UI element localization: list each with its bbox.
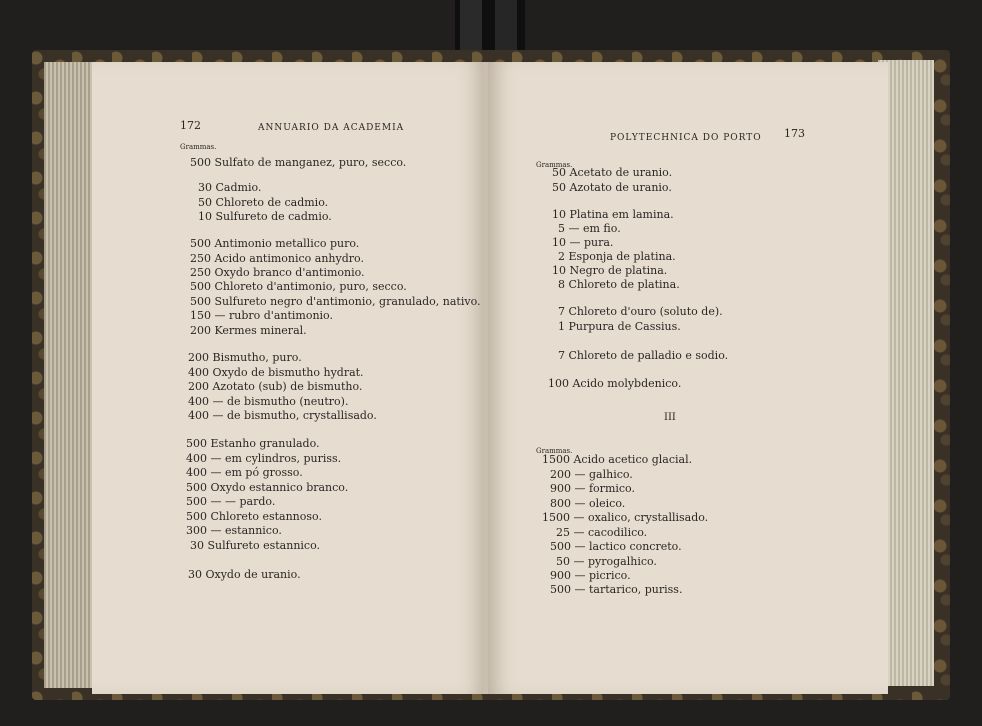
list-item: 1500 — oxalico, crystallisado.	[542, 511, 709, 524]
list-item: 8 Chloreto de platina.	[558, 278, 680, 291]
list-item: 7 Chloreto de palladio e sodio.	[558, 349, 729, 362]
right-page	[488, 62, 888, 694]
list-item: 400 — em pó grosso.	[186, 466, 303, 479]
list-item: 30 Cadmio.	[198, 181, 262, 194]
list-item: 900 — formico.	[550, 482, 635, 495]
list-item: 400 — de bismutho, crystallisado.	[188, 409, 377, 422]
right-unit-label: Grammas.	[536, 161, 573, 169]
list-item: 200 Kermes mineral.	[190, 324, 307, 337]
list-item: 250 Oxydo branco d'antimonio.	[190, 266, 365, 279]
list-item: 10 Negro de platina.	[552, 264, 668, 277]
list-item: 500 Antimonio metallico puro.	[190, 237, 360, 250]
list-item: 200 Bismutho, puro.	[188, 351, 302, 364]
list-item: 300 — estannico.	[186, 524, 282, 537]
right-unit-label-2: Grammas.	[536, 447, 573, 455]
list-item: 25 — cacodilico.	[556, 526, 648, 539]
list-item: 500 Sulfato de manganez, puro, secco.	[190, 156, 407, 169]
list-item: 500 Chloreto d'antimonio, puro, secco.	[190, 280, 407, 293]
list-item: 500 Chloreto estannoso.	[186, 510, 322, 523]
list-item: 500 Sulfureto negro d'antimonio, granulado, nativo.	[190, 295, 481, 308]
list-item: 400 Oxydo de bismutho hydrat.	[188, 366, 364, 379]
list-item: 500 — lactico concreto.	[550, 540, 682, 553]
section-heading: III	[664, 412, 676, 423]
list-item: 50 — pyrogalhico.	[556, 555, 657, 568]
list-item: 500 Oxydo estannico branco.	[186, 481, 349, 494]
list-item: 250 Acido antimonico anhydro.	[190, 252, 364, 265]
list-item: 50 Azotato de uranio.	[552, 181, 672, 194]
list-item: 100 Acido molybdenico.	[548, 377, 682, 390]
list-item: 10 Platina em lamina.	[552, 208, 674, 221]
list-item: 5 — em fio.	[558, 222, 621, 235]
list-item: 7 Chloreto d'ouro (soluto de).	[558, 305, 723, 318]
list-item: 10 Sulfureto de cadmio.	[198, 210, 332, 223]
list-item: 150 — rubro d'antimonio.	[190, 309, 333, 322]
list-item: 30 Oxydo de uranio.	[188, 568, 301, 581]
list-item: 500 Estanho granulado.	[186, 437, 320, 450]
left-page	[92, 62, 486, 694]
list-item: 500 — tartarico, puriss.	[550, 583, 683, 596]
list-item: 800 — oleico.	[550, 497, 626, 510]
list-item: 500 — — pardo.	[186, 495, 276, 508]
list-item: 50 Acetato de uranio.	[552, 166, 673, 179]
list-item: 400 — de bismutho (neutro).	[188, 395, 349, 408]
list-item: 1 Purpura de Cassius.	[558, 320, 681, 333]
left-page-number: 172	[180, 119, 201, 132]
list-item: 400 — em cylindros, puriss.	[186, 452, 342, 465]
left-running-head: ANNUARIO DA ACADEMIA	[258, 123, 405, 133]
list-item: 200 — galhico.	[550, 468, 633, 481]
list-item: 30 Sulfureto estannico.	[190, 539, 321, 552]
right-running-head: POLYTECHNICA DO PORTO	[610, 133, 762, 143]
list-item: 2 Esponja de platina.	[558, 250, 676, 263]
list-item: 10 — pura.	[552, 236, 614, 249]
list-item: 200 Azotato (sub) de bismutho.	[188, 380, 363, 393]
right-page-number: 173	[784, 127, 805, 140]
list-item: 900 — picrico.	[550, 569, 631, 582]
left-unit-label: Grammas.	[180, 143, 217, 151]
list-item: 1500 Acido acetico glacial.	[542, 453, 693, 466]
list-item: 50 Chloreto de cadmio.	[198, 196, 329, 209]
